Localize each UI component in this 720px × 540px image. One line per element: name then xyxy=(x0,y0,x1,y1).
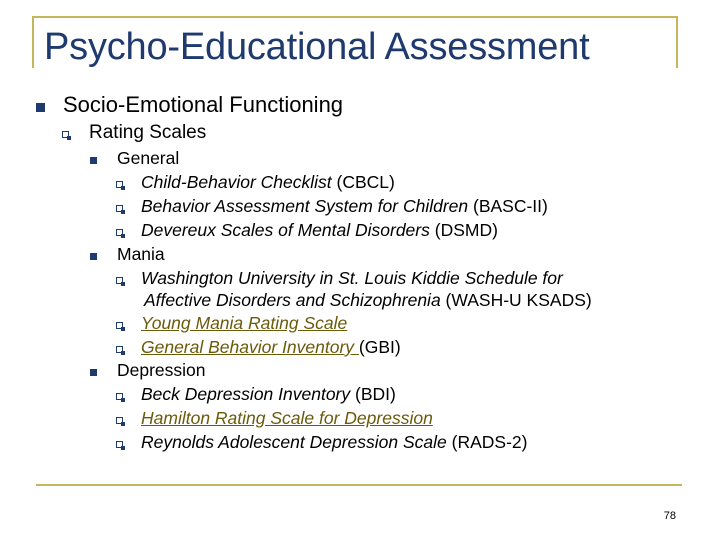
hollow-square-bullet-icon xyxy=(116,322,123,329)
subsection-row xyxy=(62,122,206,144)
list-item xyxy=(116,196,548,217)
scale-name: Devereux Scales of Mental Disorders xyxy=(141,220,430,240)
scale-name: Beck Depression Inventory xyxy=(141,384,351,404)
subsection-heading: Rating Scales xyxy=(89,122,207,143)
scale-link[interactable]: Young Mania Rating Scale xyxy=(141,313,348,333)
scale-abbr: (BASC-II) xyxy=(468,196,548,216)
list-item xyxy=(116,220,498,241)
scale-link[interactable]: Hamilton Rating Scale for Depression xyxy=(141,408,433,428)
square-bullet-icon xyxy=(90,369,97,376)
hollow-square-bullet-icon xyxy=(62,131,69,138)
scale-name: Washington University in St. Louis Kiddie Schedule for xyxy=(141,268,563,288)
list-item xyxy=(116,268,563,289)
title-frame-top xyxy=(32,16,678,18)
title-frame-right xyxy=(676,16,678,68)
group-row-depression xyxy=(90,360,206,381)
scale-name: Behavior Assessment System for Children xyxy=(141,196,469,216)
hollow-square-bullet-icon xyxy=(116,393,123,400)
list-item xyxy=(116,313,347,334)
section-heading: Socio-Emotional Functioning xyxy=(63,92,344,117)
slide-title: Psycho-Educational Assessment xyxy=(44,26,590,68)
group-heading: General xyxy=(117,148,180,168)
scale-abbr: (DSMD) xyxy=(429,220,498,240)
list-item xyxy=(116,408,433,429)
hollow-square-bullet-icon xyxy=(116,181,123,188)
group-row-mania xyxy=(90,244,165,265)
list-item xyxy=(116,432,527,453)
square-bullet-icon xyxy=(90,253,97,260)
scale-abbr: (BDI) xyxy=(350,384,396,404)
hollow-square-bullet-icon xyxy=(116,229,123,236)
square-bullet-icon xyxy=(36,103,45,112)
list-item xyxy=(116,337,401,358)
hollow-square-bullet-icon xyxy=(116,277,123,284)
list-item xyxy=(116,172,395,193)
scale-abbr: (GBI) xyxy=(358,337,401,357)
scale-abbr: (RADS-2) xyxy=(446,432,528,452)
hollow-square-bullet-icon xyxy=(116,441,123,448)
group-row-general xyxy=(90,148,179,169)
group-heading: Mania xyxy=(117,244,165,264)
page-number: 78 xyxy=(663,510,676,522)
list-item xyxy=(116,384,396,405)
hollow-square-bullet-icon xyxy=(116,346,123,353)
hollow-square-bullet-icon xyxy=(116,417,123,424)
scale-abbr: (CBCL) xyxy=(331,172,395,192)
square-bullet-icon xyxy=(90,157,97,164)
title-frame-left xyxy=(32,16,34,68)
footer-rule xyxy=(36,484,682,486)
section-row xyxy=(36,92,343,118)
scale-name: Affective Disorders and Schizophrenia xyxy=(144,290,441,310)
scale-abbr: (WASH-U KSADS) xyxy=(440,290,592,310)
scale-name: Reynolds Adolescent Depression Scale xyxy=(141,432,447,452)
scale-link[interactable]: General Behavior Inventory xyxy=(141,337,359,357)
group-heading: Depression xyxy=(117,360,206,380)
list-item-continued xyxy=(144,290,592,311)
hollow-square-bullet-icon xyxy=(116,205,123,212)
scale-name: Child-Behavior Checklist xyxy=(141,172,332,192)
